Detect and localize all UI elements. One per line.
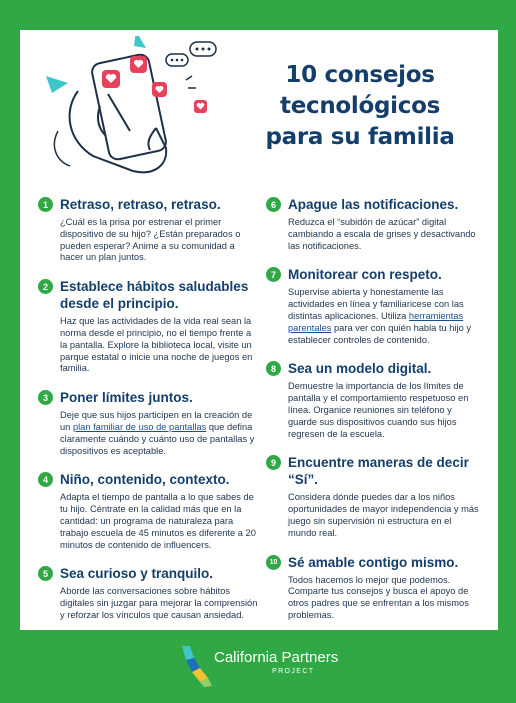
tips-column-left	[38, 196, 260, 636]
tip-title: Sea curioso y tranquilo.	[60, 566, 214, 582]
tip-body: Demuestre la importancia de los límites de pantalla y el comportamiento respetuoso en línea. Organice reuniones sin teléfono y guarde sus dispositivos cuando sus hijos regresen de la escuela.	[288, 381, 469, 439]
tip-number-badge: 5	[38, 566, 53, 581]
page-title	[225, 60, 495, 153]
tip-title: Establece hábitos saludables desde el principio.	[60, 279, 249, 312]
tip-body-text: Supervise abierta y honestamente las actividades en línea y familiaricese con las distintas aplicaciones. Utiliza	[288, 287, 464, 321]
heart-notification-icon	[152, 82, 167, 97]
tip-item	[38, 389, 260, 457]
heart-notification-icon	[194, 100, 207, 113]
tip-number-badge: 1	[38, 197, 53, 212]
tip-item	[38, 278, 260, 375]
tips-column-right	[266, 196, 482, 636]
tip-body: Todos hacemos lo mejor que podemos. Comparte tus consejos y busca el apoyo de otros padres que se enfrentan a los mismos problemas.	[288, 574, 469, 620]
tip-number-badge: 6	[266, 197, 281, 212]
footer	[0, 636, 516, 696]
tip-body	[288, 287, 482, 346]
tip-number-badge: 10	[266, 555, 281, 570]
title-line: para su familia	[265, 124, 455, 150]
tip-item	[38, 196, 260, 264]
tip-title: Niño, contenido, contexto.	[60, 472, 230, 488]
tip-item	[266, 266, 482, 346]
tip-item	[266, 360, 482, 440]
tip-number-badge: 2	[38, 279, 53, 294]
heart-notification-icon	[130, 56, 147, 73]
paper-plane-icon	[46, 76, 68, 93]
tip-item	[266, 554, 482, 622]
content-card	[20, 30, 498, 630]
chat-bubble-icon	[190, 42, 216, 56]
tip-title: Retraso, retraso, retraso.	[60, 197, 221, 212]
tip-number-badge: 9	[266, 455, 281, 470]
screen-plan-link[interactable]: plan familiar de uso de pantallas	[72, 421, 207, 432]
tip-item	[38, 565, 260, 621]
tip-title: Sea un modelo digital.	[288, 361, 432, 377]
paper-plane-icon	[134, 36, 146, 48]
tip-body: Reduzca el “subidón de azúcar” digital cambiando a escala de grises y desactivando las notificaciones.	[288, 217, 476, 251]
tip-item	[266, 196, 482, 252]
heart-notification-icon	[102, 70, 120, 88]
tip-title: Monitorear con respeto.	[288, 267, 442, 283]
tip-number-badge: 7	[266, 267, 281, 282]
title-line: 10 consejos	[285, 62, 435, 88]
phone-in-hand-illustration	[38, 36, 228, 186]
california-partners-logo-icon	[178, 644, 214, 688]
tip-body-text: para ver con quién habla tu hijo y establecer controles de contenido.	[288, 322, 471, 345]
tip-title: Encuentre maneras de decir “Sí”.	[288, 455, 469, 488]
tip-number-badge: 4	[38, 472, 53, 487]
tip-body: Considera dónde puedes dar a los niños oportunidades de mayor independencia y más juego sin supervisión ni estructura en el mundo real.	[288, 492, 479, 538]
tip-body-text: que defina claramente cuándo y cuánto uso de pantallas y dispositivos es aceptable.	[60, 421, 255, 456]
tip-number-badge: 3	[38, 390, 53, 405]
tip-body: ¿Cuál es la prisa por estrenar el primer dispositivo de su hijo? ¿Están preparados o pueden esperar? Anime a su comunidad a hacer un plan juntos.	[60, 217, 241, 263]
parental-tools-link[interactable]: herramientas parentales	[288, 310, 464, 333]
tip-number-badge: 8	[266, 361, 281, 376]
tip-body: Aborde las conversaciones sobre hábitos digitales sin juzgar para mejorar la comprensión y reforzar los vínculos que causan ansiedad.	[60, 586, 258, 620]
tip-item	[38, 471, 260, 551]
brand-name: California Partners	[214, 649, 339, 666]
chat-bubble-icon	[166, 54, 188, 66]
tip-body: Adapta el tiempo de pantalla a lo que sabes de tu hijo. Céntrate en la calidad más que en la cantidad: un programa de naturaleza para trabajo escuela de 45 minutos es diferente a 20 minutos de contenido de influencers.	[60, 492, 256, 550]
tip-body	[60, 410, 260, 457]
tip-title: Poner límites juntos.	[60, 390, 193, 406]
title-line: tecnológicos	[280, 93, 440, 119]
tip-title: Apague las notificaciones.	[288, 197, 459, 212]
tip-body: Haz que las actividades de la vida real sean la norma desde el principio, no el tiempo frente a la pantalla. Explore la biblioteca local, visite un parque estatal o inicie una noche de juegos en familia.	[60, 316, 253, 374]
tip-title: Sé amable contigo mismo.	[288, 554, 459, 570]
tip-item	[266, 454, 482, 539]
tip-body-text: Deje que sus hijos participen en la creación de un	[60, 410, 253, 432]
brand-subtitle: PROJECT	[272, 668, 315, 675]
